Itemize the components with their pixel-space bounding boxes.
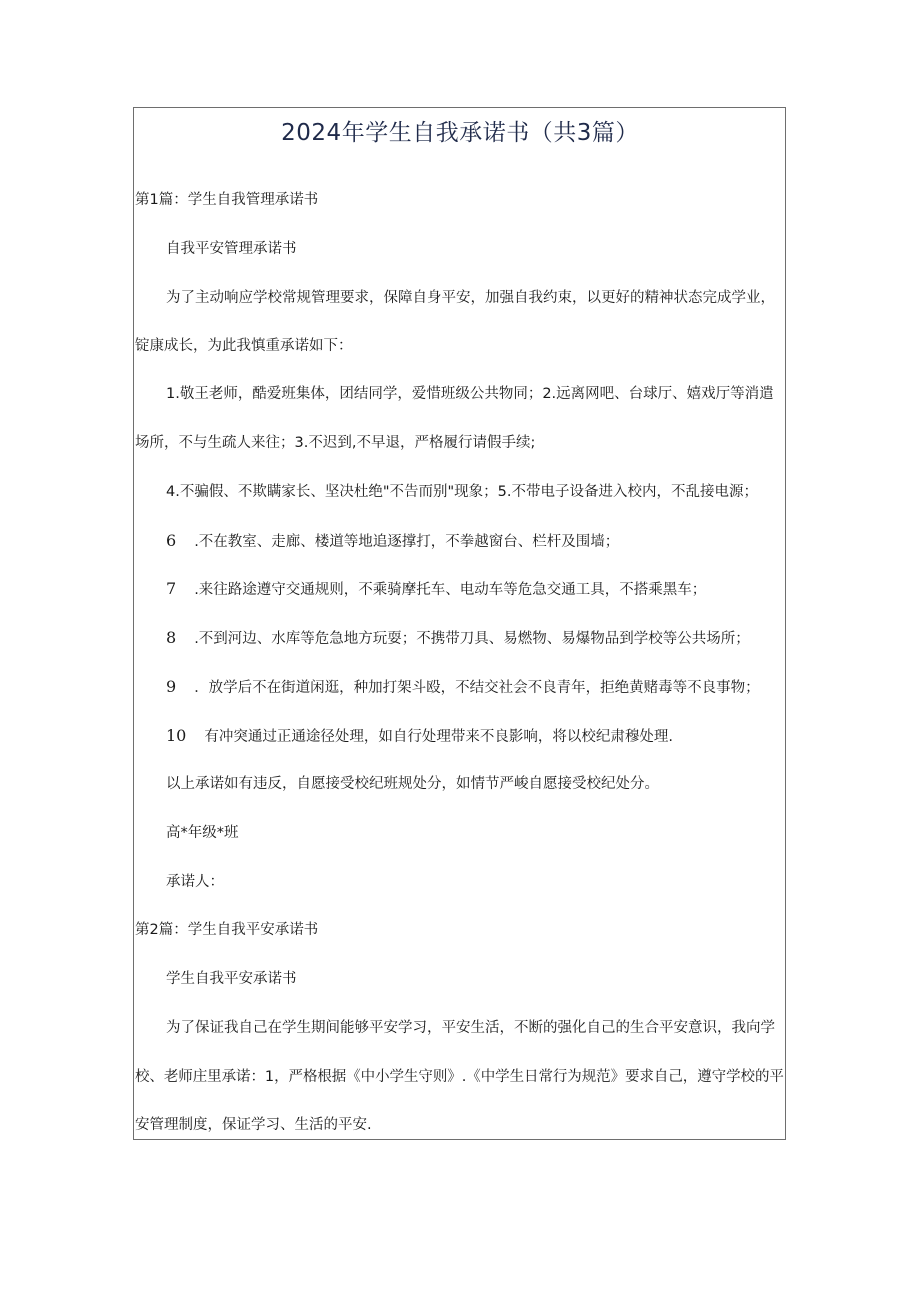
- part1-intro-line2: 锭康成长，为此我慎重承诺如下：: [135, 338, 353, 354]
- part2-heading: 第2篇：学生自我平安承诺书: [135, 922, 319, 938]
- item7-text: .来往路途遵守交通规则，不乘骑摩托车、电动车等危急交通工具，不搭乘黑车；: [194, 582, 707, 598]
- part1-heading: 第1篇：学生自我管理承诺书: [135, 192, 319, 208]
- part2-para-line3: 安管理制度，保证学习、生活的平安.: [135, 1117, 372, 1133]
- item6-number: 6: [166, 531, 177, 550]
- item6-text: .不在教室、走廊、楼道等地追逐撑打，不拳越窗台、栏杆及围墙；: [194, 534, 620, 550]
- part1-item10: [166, 725, 673, 748]
- item8-number: 8: [166, 628, 177, 647]
- part2-para-line1: 为了保证我自己在学生期间能够平安学习，平安生活，不断的强化自己的生合平安意识，我向学: [166, 1020, 775, 1036]
- item7-number: 7: [166, 579, 177, 598]
- item9-number: 9: [166, 677, 177, 696]
- item10-text: 有冲突通过正通途径处理，如自行处理带来不良影响，将以校纪肃穆处理.: [204, 729, 673, 745]
- document-title: 2024年学生自我承诺书（共3篇）: [281, 120, 639, 146]
- part1-subtitle: 自我平安管理承诺书: [166, 241, 297, 257]
- part1-class-label: 高*年级*班: [166, 825, 239, 841]
- part1-item1-line1: 1.敬王老师，酷爱班集体，团结同学，爱惜班级公共物同；2.远离网吧、台球厅、嬉戏厅等消遣: [166, 386, 774, 402]
- part1-signer-label: 承诺人：: [166, 874, 224, 890]
- part1-item8: [166, 627, 750, 650]
- part1-item9: [166, 676, 760, 699]
- part1-item1-line2: 场所，不与生疏人来往；3.不迟到,不早退，严格履行请假手续;: [135, 435, 536, 451]
- part2-subtitle: 学生自我平安承诺书: [166, 971, 297, 987]
- part1-item6: [166, 530, 619, 553]
- item8-text: .不到河边、水库等危急地方玩耍；不携带刀具、易燃物、易爆物品到学校等公共场所；: [194, 631, 750, 647]
- part1-item4: 4.不骗假、不欺瞒家长、坚决杜绝"不告而别"现象；5.不带电子设备进入校内，不乱接电源；: [166, 484, 759, 500]
- part1-item7: [166, 578, 706, 601]
- part1-closing: 以上承诺如有违反，自愿接受校纪班规处分，如情节严峻自愿接受校纪处分。: [166, 776, 659, 792]
- part1-intro-line1: 为了主动响应学校常规管理要求，保障自身平安，加强自我约束，以更好的精神状态完成学业，: [166, 290, 775, 306]
- item9-text: ．放学后不在街道闲逛，种加打架斗殴，不结交社会不良青年，拒绝黄赌毒等不良事物；: [194, 680, 760, 696]
- part2-para-line2: 校、老师庄里承诺：1，严格根据《中小学生守则》.《中学生日常行为规范》要求自己，遵守学校的平: [135, 1069, 784, 1085]
- item10-number: 10: [166, 726, 187, 745]
